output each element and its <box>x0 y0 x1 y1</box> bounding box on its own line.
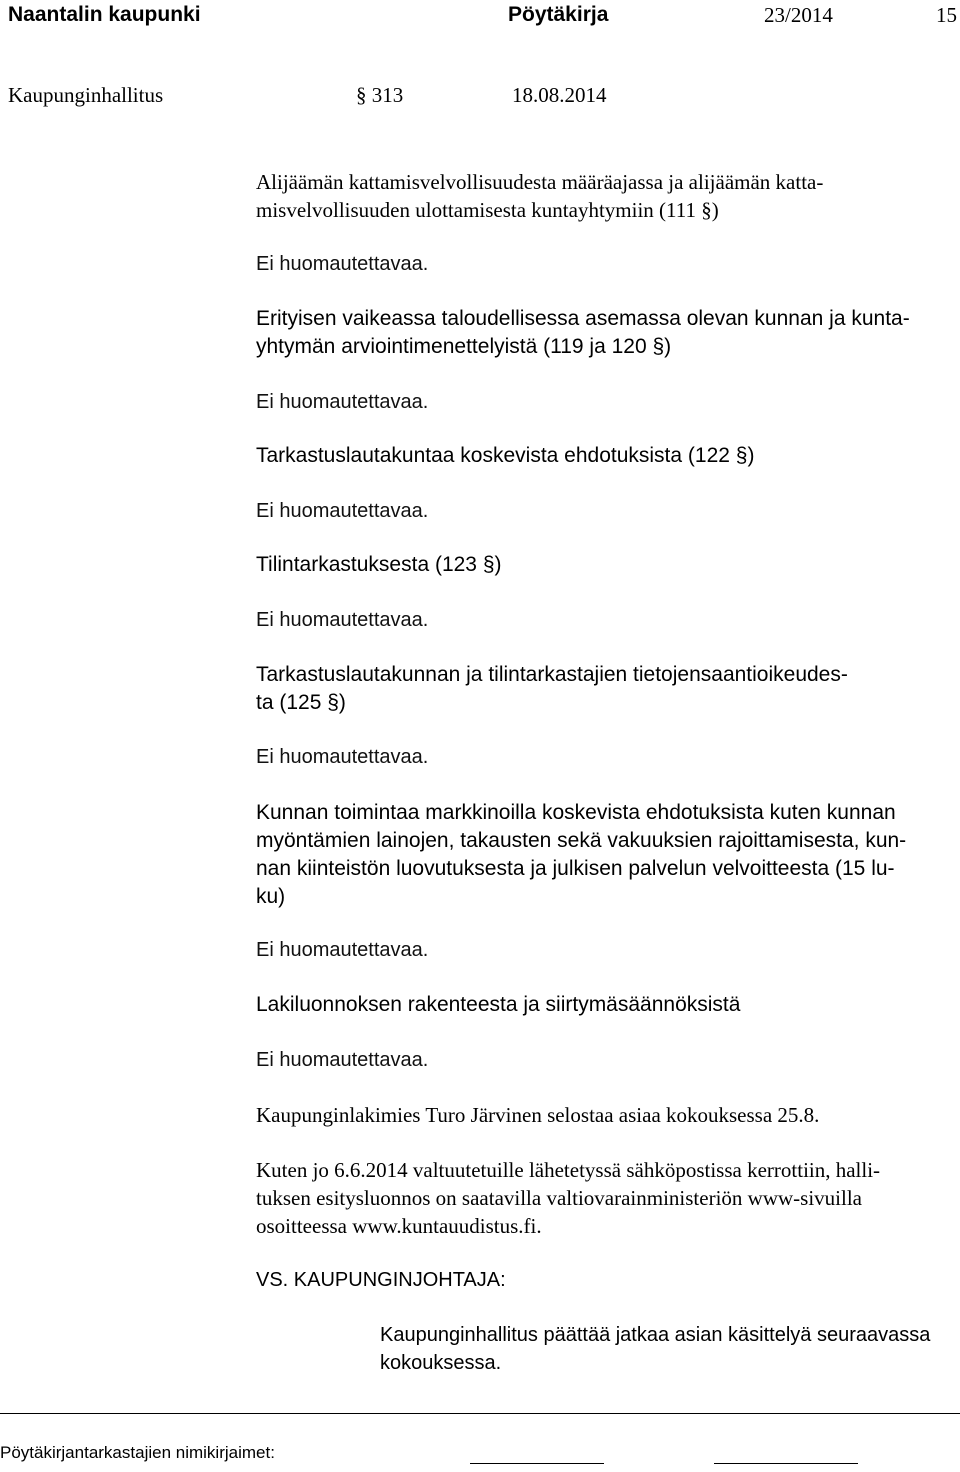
document-type: Pöytäkirja <box>508 3 609 26</box>
proposer-label: VS. KAUPUNGINJOHTAJA: <box>256 1269 506 1291</box>
item-title-line: misvelvollisuuden ulottamisesta kuntayhtymiin (111 §) <box>256 198 719 222</box>
info-line: Kuten jo 6.6.2014 valtuutetuille lähetetyssä sähköpostissa kerrottiin, halli- <box>256 1158 881 1182</box>
item-title-line: ku) <box>256 885 286 908</box>
organization-name: Naantalin kaupunki <box>8 3 201 26</box>
item-title-line: Tarkastuslautakuntaa koskevista ehdotuksista (122 §) <box>256 444 755 467</box>
item-note: Ei huomautettavaa. <box>256 746 429 768</box>
item-note: Ei huomautettavaa. <box>256 609 429 631</box>
info-paragraph <box>256 1156 956 1240</box>
info-line: tuksen esitysluonnos on saatavilla valtiovarainministeriön www-sivuilla <box>256 1186 862 1210</box>
agenda-item <box>256 551 956 579</box>
signature-line <box>470 1463 604 1464</box>
info-line: osoitteessa www.kuntauudistus.fi. <box>256 1214 542 1238</box>
proposal-line: kokouksessa. <box>380 1352 502 1374</box>
item-title-line: Lakiluonnoksen rakenteesta ja siirtymäsäännöksistä <box>256 993 741 1016</box>
item-note: Ei huomautettavaa. <box>256 253 429 275</box>
proposal <box>380 1321 956 1377</box>
item-title-line: myöntämien lainojen, takausten sekä vakuuksien rajoittamisesta, kun- <box>256 829 907 852</box>
item-note: Ei huomautettavaa. <box>256 391 429 413</box>
agenda-item <box>256 991 956 1019</box>
agenda-item <box>256 442 956 470</box>
footer-divider <box>0 1413 960 1414</box>
item-title-line: Tarkastuslautakunnan ja tilintarkastajien tietojensaantioikeudes- <box>256 663 848 686</box>
item-title-line: Tilintarkastuksesta (123 §) <box>256 553 502 576</box>
item-title-line: Erityisen vaikeassa taloudellisessa asemassa olevan kunnan ja kunta- <box>256 307 910 330</box>
proposal-line: Kaupunginhallitus päättää jatkaa asian käsittelyä seuraavassa <box>380 1324 931 1346</box>
item-title-line: nan kiinteistön luovutuksesta ja julkisen palvelun velvoitteesta (15 lu- <box>256 857 895 880</box>
signature-line <box>714 1463 858 1464</box>
agenda-item <box>256 661 956 717</box>
agenda-item <box>256 305 956 361</box>
document-number: 23/2014 <box>764 3 833 27</box>
item-title-line: Alijäämän kattamisvelvollisuudesta määräajassa ja alijäämän katta- <box>256 170 824 194</box>
page-number: 15 <box>936 3 957 27</box>
item-note: Ei huomautettavaa. <box>256 1049 429 1071</box>
item-note: Ei huomautettavaa. <box>256 500 429 522</box>
meeting-body: Kaupunginhallitus <box>8 83 164 107</box>
agenda-item <box>256 168 956 224</box>
meeting-date: 18.08.2014 <box>512 83 607 107</box>
item-title-line: ta (125 §) <box>256 691 346 714</box>
item-title-line: Kunnan toimintaa markkinoilla koskevista ehdotuksista kuten kunnan <box>256 801 896 824</box>
statement: Kaupunginlakimies Turo Järvinen selostaa asiaa kokouksessa 25.8. <box>256 1103 820 1127</box>
agenda-item <box>256 799 956 911</box>
item-title-line: yhtymän arviointimenettelyistä (119 ja 120 §) <box>256 335 672 358</box>
signatures-label: Pöytäkirjantarkastajien nimikirjaimet: <box>0 1443 275 1462</box>
section-number: § 313 <box>356 83 404 107</box>
item-note: Ei huomautettavaa. <box>256 939 429 961</box>
